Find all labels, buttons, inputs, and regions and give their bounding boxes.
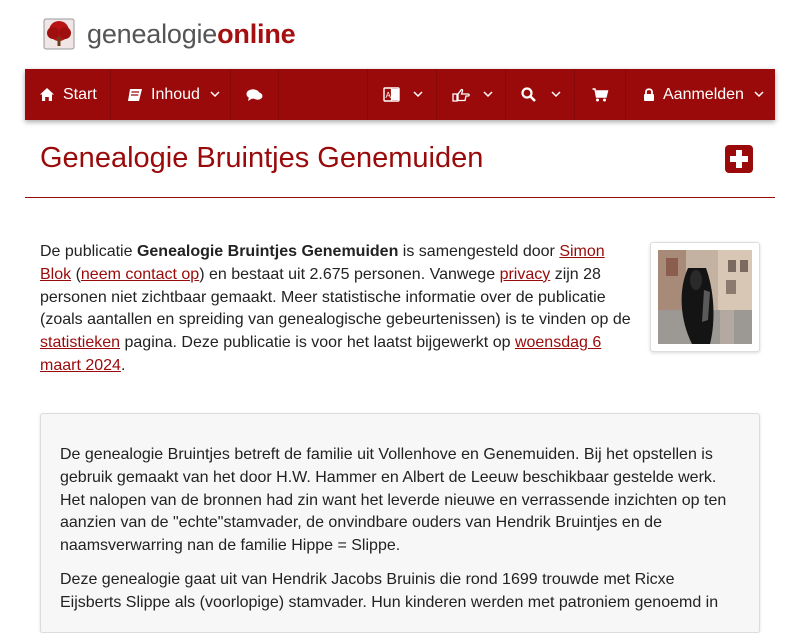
author-link[interactable]: Simon Blok (40, 243, 605, 283)
expand-plus-button[interactable] (725, 145, 753, 173)
intro-text: ) en bestaat uit 2.675 personen. Vanwege (199, 265, 500, 283)
nav-start[interactable] (25, 69, 111, 120)
main-navbar (25, 69, 775, 120)
publication-name: Genealogie Bruintjes Genemuiden (136, 243, 399, 260)
description-paragraph: Deze genealogie gaat uit van Hendrik Jacobs Bruinis die rond 1699 trouwde met Ricxe Eijsberts Slippe als (voorlopige) stamvader. Hun kinderen werden met patroniem genoemd in (60, 570, 719, 611)
tree-logo-icon (44, 19, 74, 49)
nav-shop[interactable] (575, 69, 626, 120)
nav-actions[interactable] (437, 69, 506, 120)
privacy-link[interactable]: privacy (499, 265, 551, 283)
nav-start-label: Start (63, 85, 97, 103)
nav-aanmelden[interactable] (626, 69, 775, 120)
cart-icon (592, 88, 608, 102)
description-paragraph: De genealogie Bruintjes betreft de familie uit Vollenhove en Genemuiden. Bij het opstellen is gebruik gemaakt van het door H.W. Hammer en Albert de Leeuw beschikbaar gestelde werk. Het nalopen van de bronnen had zin want het leverde nieuwe en verrassende inzichten op ten aanzien van de "echte"stamvader, de onvindbare ouders van Hendrik Bruintjes en de naamsverwarring nan de familie Hippe = Slippe. (60, 446, 727, 555)
search-icon (521, 87, 536, 102)
page-title: Genealogie Bruintjes Genemuiden (40, 142, 484, 174)
title-divider (25, 197, 775, 198)
publication-description (40, 413, 760, 633)
intro-text: zijn 28 personen niet zichtbaar gemaakt. Meer statistische informatie over de publicatie (zoals aantallen en spreiding van genealogische gebeurtenissen) is te vinden op de (40, 265, 631, 329)
svg-text:A: A (385, 91, 391, 100)
publication-photo[interactable] (650, 242, 760, 352)
publication-intro (40, 241, 638, 378)
nav-forum[interactable] (231, 69, 279, 120)
last-updated-link[interactable]: woensdag 6 maart 2024 (40, 334, 602, 374)
intro-text: pagina. Deze publicatie is voor het laatst bijgewerkt op (120, 334, 515, 352)
intro-text: . (120, 356, 126, 374)
nav-spacer (279, 69, 368, 120)
lock-icon (643, 87, 655, 102)
nav-language[interactable] (368, 69, 437, 120)
intro-text: ( (71, 265, 81, 283)
chevron-down-icon (483, 91, 493, 98)
nav-inhoud[interactable] (111, 69, 231, 120)
chevron-down-icon (210, 91, 220, 98)
chevron-down-icon (551, 91, 561, 98)
home-icon (39, 87, 55, 102)
photo-image (658, 250, 752, 344)
chevron-down-icon (413, 91, 423, 98)
comments-icon (246, 88, 263, 102)
chevron-down-icon (754, 91, 764, 98)
language-icon (383, 87, 400, 102)
statistics-link[interactable]: statistieken (40, 334, 121, 352)
logo-text: genealogieonline (87, 18, 296, 49)
nav-aanmelden-label: Aanmelden (663, 85, 744, 103)
nav-inhoud-label: Inhoud (151, 85, 200, 103)
intro-text: De publicatie (40, 243, 137, 260)
intro-text: is samengesteld door (398, 243, 560, 260)
book-icon (127, 88, 143, 102)
contact-link[interactable]: neem contact op (80, 265, 200, 283)
site-logo[interactable] (44, 18, 295, 50)
hand-point-icon (452, 88, 470, 102)
nav-search[interactable] (506, 69, 575, 120)
